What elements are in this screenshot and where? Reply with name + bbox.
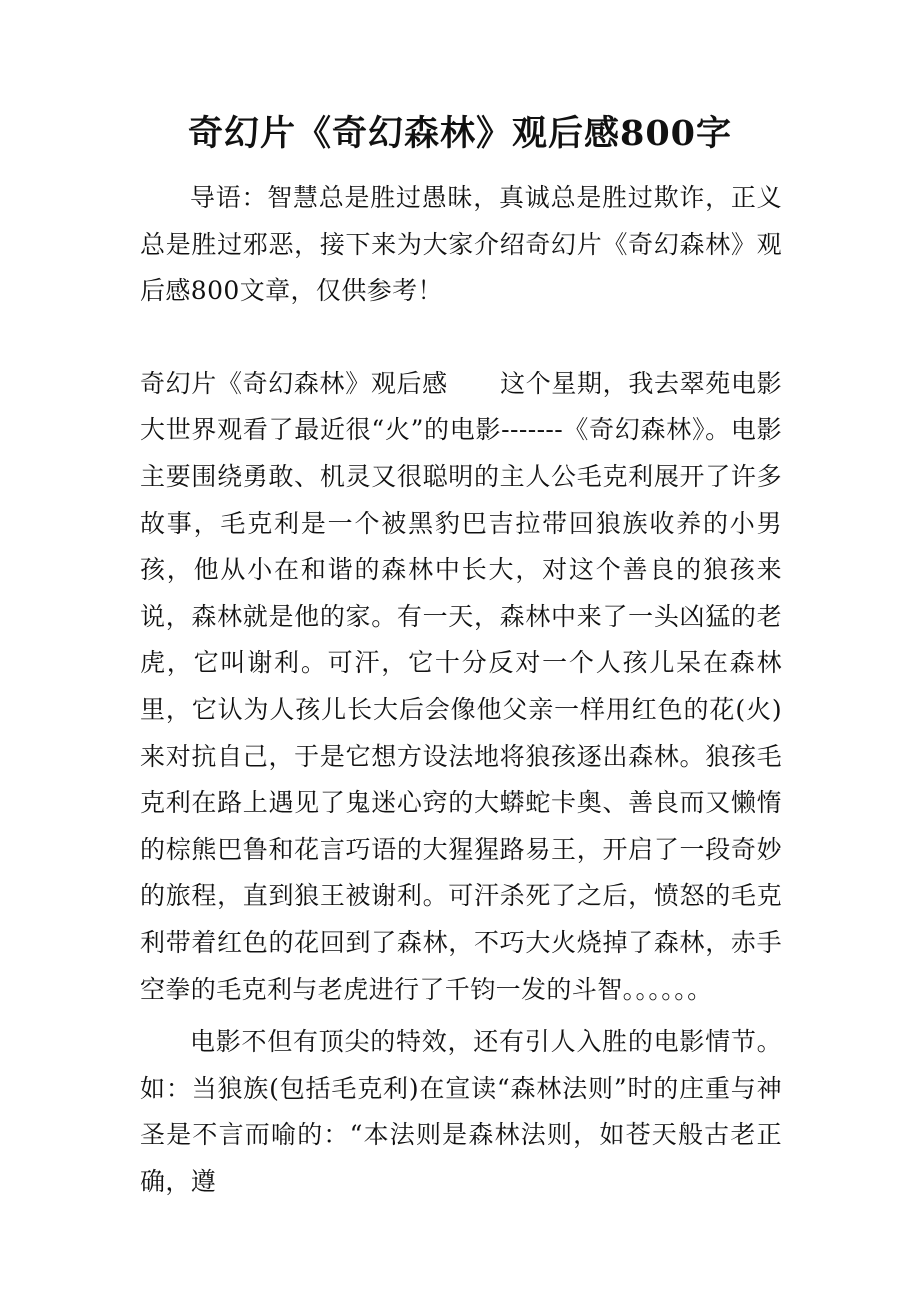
section-heading: 奇幻片《奇幻森林》观后感 [140, 368, 448, 398]
review-paragraph-1-text: 这个星期，我去翠苑电影大世界观看了最近很“火”的电影-------《奇幻森林》。电影主要围绕勇敢、机灵又很聪明的主人公毛克利展开了许多故事，毛克利是一个被黑豹巴吉拉带回狼族收养的小男孩，他从小在和谐的森林中长大，对这个善良的狼孩来说，森林就是他的家。有一天，森林中来了一头凶猛的老虎，它叫谢利。可汗，它十分反对一个人孩儿呆在森林里，它认为人孩儿长大后会像他父亲一样用红色的花(火)来对抗自己，于是它想方设法地将狼孩逐出森林。狼孩毛克利在路上遇见了鬼迷心窍的大蟒蛇卡奥、善良而又懒惰的棕熊巴鲁和花言巧语的大猩猩路易王，开启了一段奇妙的旅程，直到狼王被谢利。可汗杀死了之后，愤怒的毛克利带着红色的花回到了森林，不巧大火烧掉了森林，赤手空拳的毛克利与老虎进行了千钧一发的斗智。。。。。。 [140, 368, 782, 1004]
review-paragraph-1 [140, 361, 782, 1013]
review-paragraph-2: 电影不但有顶尖的特效，还有引人入胜的电影情节。如：当狼族(包括毛克利)在宣读“森林法则”时的庄重与神圣是不言而喻的：“本法则是森林法则，如苍天般古老正确，遵 [140, 1027, 782, 1196]
document-body [140, 175, 782, 1205]
intro-paragraph: 导语：智慧总是胜过愚昧，真诚总是胜过欺诈，正义总是胜过邪恶，接下来为大家介绍奇幻片《奇幻森林》观后感800文章，仅供参考！ [140, 183, 782, 306]
document-title: 奇幻片《奇幻森林》观后感800字 [187, 113, 733, 154]
